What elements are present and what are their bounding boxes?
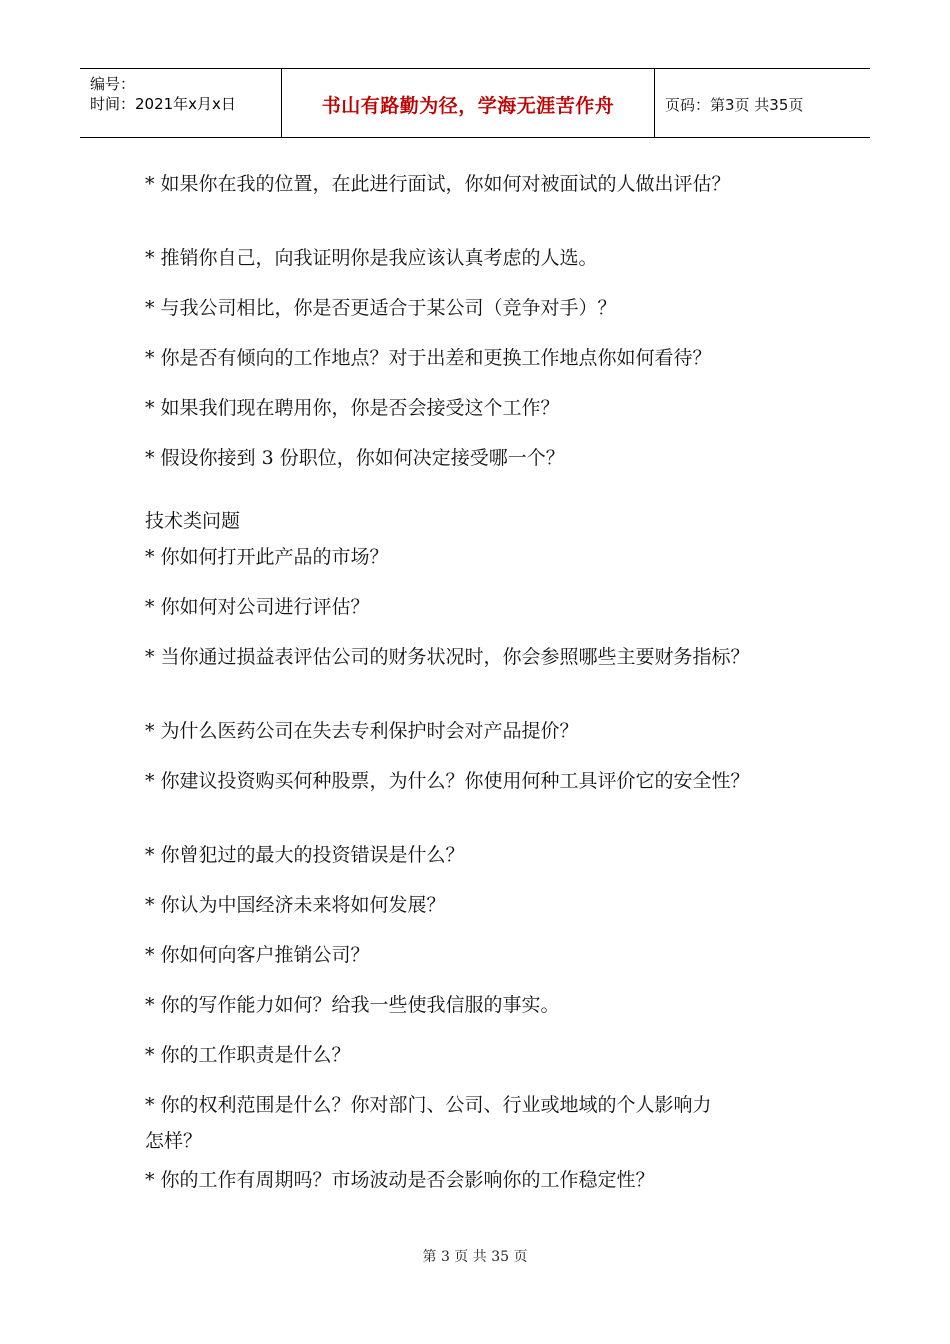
question-line: * 你认为中国经济未来将如何发展？ xyxy=(145,894,446,916)
question-line: * 你的工作职责是什么？ xyxy=(145,1044,351,1066)
header-meta-cell xyxy=(80,69,282,137)
document-number-label: 编号： xyxy=(90,75,136,93)
header-motto: 书山有路勤为径，学海无涯苦作舟 xyxy=(321,95,615,117)
question-line: * 你的工作有周期吗？市场波动是否会影响你的工作稳定性？ xyxy=(145,1169,655,1191)
question-line: * 你的权利范围是什么？你对部门、公司、行业或地域的个人影响力 xyxy=(145,1094,712,1116)
question-line: * 你如何对公司进行评估？ xyxy=(145,596,370,618)
question-line: * 你是否有倾向的工作地点？对于出差和更换工作地点你如何看待？ xyxy=(145,347,712,369)
question-line: * 你的写作能力如何？给我一些使我信服的事实。 xyxy=(145,994,560,1016)
question-line: * 如果你在我的位置，在此进行面试，你如何对被面试的人做出评估？ xyxy=(145,173,731,195)
question-line: * 为什么医药公司在失去专利保护时会对产品提价？ xyxy=(145,720,579,742)
question-line: * 假设你接到 3 份职位，你如何决定接受哪一个？ xyxy=(145,447,565,469)
question-line: * 如果我们现在聘用你，你是否会接受这个工作？ xyxy=(145,397,560,419)
question-line: * 你曾犯过的最大的投资错误是什么？ xyxy=(145,844,465,866)
question-line: * 推销你自己，向我证明你是我应该认真考虑的人选。 xyxy=(145,247,598,269)
header-table xyxy=(80,68,870,138)
question-line: * 当你通过损益表评估公司的财务状况时，你会参照哪些主要财务指标？ xyxy=(145,646,750,668)
question-line: * 你如何打开此产品的市场？ xyxy=(145,546,389,568)
header-motto-cell xyxy=(282,69,655,137)
section-heading: 技术类问题 xyxy=(145,510,241,532)
header-page-cell xyxy=(655,69,870,137)
question-line-continuation: 怎样？ xyxy=(145,1130,203,1152)
header-page-info: 页码：第3页 共35页 xyxy=(665,96,804,114)
question-line: * 你建议投资购买何种股票，为什么？你使用何种工具评价它的安全性？ xyxy=(145,770,750,792)
question-line: * 你如何向客户推销公司？ xyxy=(145,944,370,966)
page-footer: 第 3 页 共 35 页 xyxy=(422,1249,528,1265)
question-line: * 与我公司相比，你是否更适合于某公司（竞争对手）？ xyxy=(145,297,617,319)
document-time-label: 时间：2021年x月x日 xyxy=(90,95,236,113)
